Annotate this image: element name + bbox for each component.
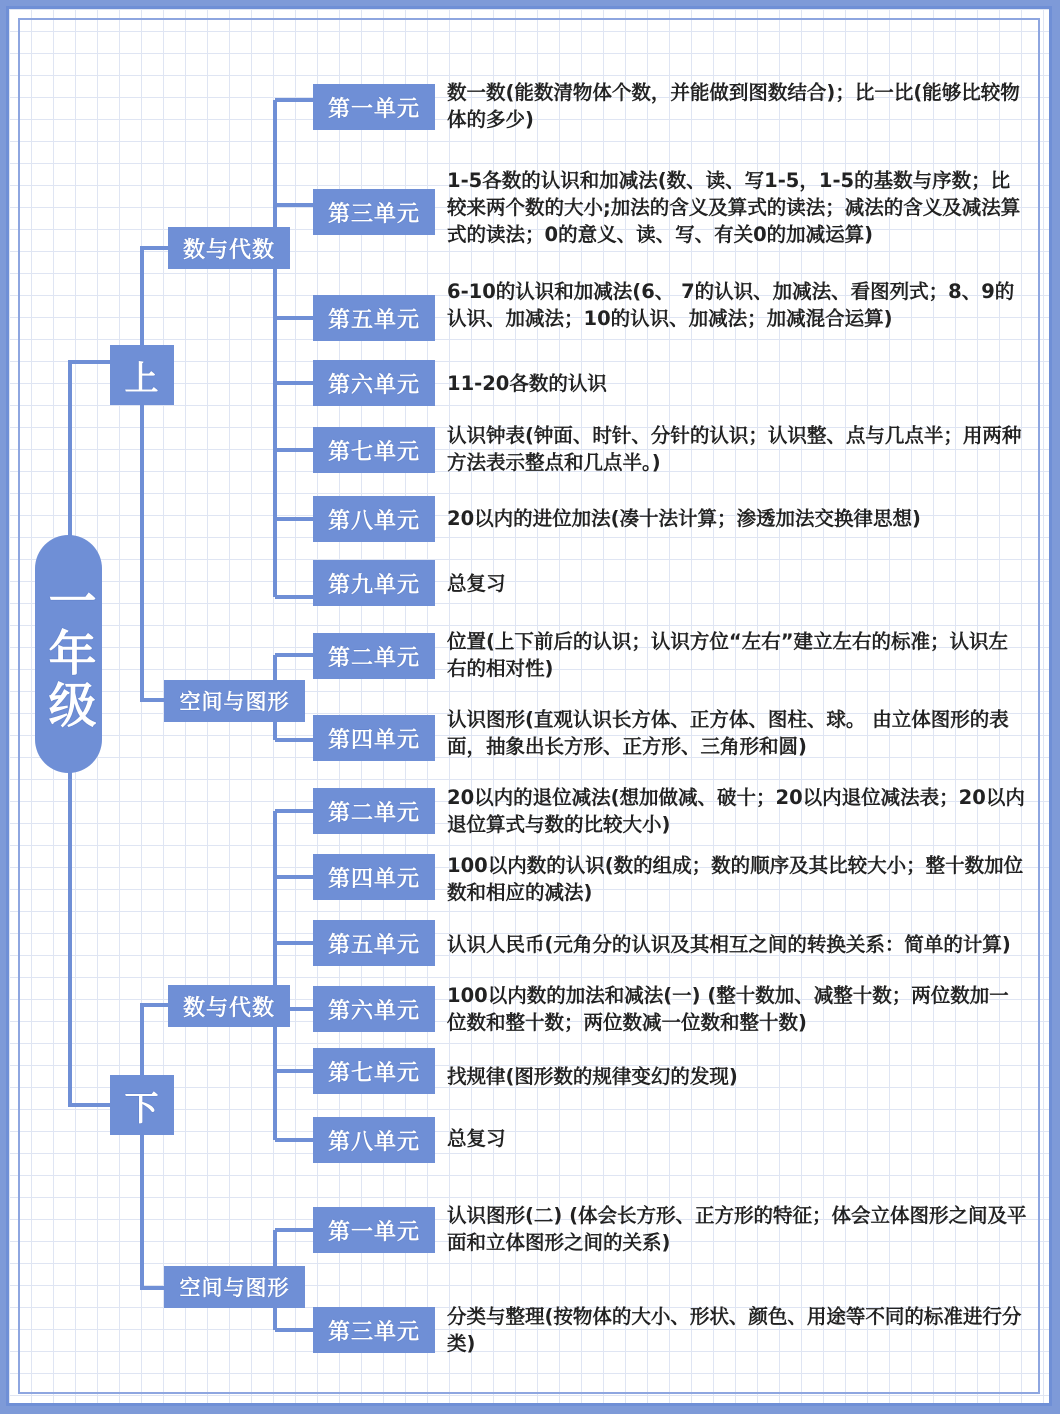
lower-semester-connector [142,1005,168,1288]
upper-semester-connector [142,248,168,700]
semester-upper-node: 上 [110,345,174,405]
unit-description: 认识图形(二) (体会长方形、正方形的特征；体会立体图形之间及平面和立体图形之间的关系) [447,1204,1027,1254]
unit-description: 认识图形(直观认识长方体、正方体、图柱、球。 由立体图形的表面，抽象出长方形、正方形、三角形和圆) [447,708,1009,758]
unit-node: 第四单元 [313,854,435,900]
unit-description: 数一数(能数清物体个数，并能做到图数结合)；比一比(能够比较物体的多少) [447,81,1020,131]
upper-number-connector [275,100,313,597]
unit-node: 第七单元 [313,1048,435,1094]
unit-description: 认识人民币(元角分的认识及其相互之间的转换关系：简单的计算) [447,932,1011,956]
category-node-space-shape-lower: 空间与图形 [164,1266,305,1308]
unit-node: 第二单元 [313,788,435,834]
unit-node: 第八单元 [313,496,435,542]
unit-description: 分类与整理(按物体的大小、形状、颜色、用途等不同的标准进行分类) [447,1305,1022,1355]
unit-description: 20以内的进位加法(凑十法计算；渗透加法交换律思想) [447,506,921,530]
unit-description: 100以内数的加法和减法(一) (整十数加、减整十数；两位数加一位数和整十数；两位数减一位数和整十数) [447,984,1009,1034]
category-node-number-algebra-lower: 数与代数 [168,985,290,1027]
unit-node: 第六单元 [313,986,435,1032]
unit-description: 总复习 [447,1126,506,1150]
unit-description: 6-10的认识和加减法(6、 7的认识、加减法、看图列式；8、9的认识、加减法；10的认识、加减法；加减混合运算) [447,280,1015,330]
unit-node: 第二单元 [313,633,435,679]
root-node-grade-one: 一年级 [35,535,102,773]
category-node-number-algebra-upper: 数与代数 [168,227,290,269]
unit-node: 第一单元 [313,1207,435,1253]
unit-node: 第五单元 [313,920,435,966]
unit-node: 第四单元 [313,715,435,761]
unit-node: 第五单元 [313,295,435,341]
semester-lower-node: 下 [110,1075,174,1135]
unit-description: 1-5各数的认识和加减法(数、读、写1-5，1-5的基数与序数；比较来两个数的大小;加法的含义及算式的读法；减法的含义及减法算式的读法；0的意义、读、写、有关0的加减运算) [447,168,1021,246]
unit-node: 第八单元 [313,1117,435,1163]
unit-node: 第三单元 [313,189,435,235]
unit-description: 20以内的退位减法(想加做减、破十；20以内退位减法表；20以内退位算式与数的比较大小) [447,786,1025,836]
unit-node: 第一单元 [313,84,435,130]
unit-node: 第三单元 [313,1307,435,1353]
unit-description: 位置(上下前后的认识；认识方位“左右”建立左右的标准；认识左右的相对性) [447,630,1009,680]
lower-number-connector [275,811,313,1140]
unit-description: 11-20各数的认识 [447,371,607,395]
unit-node: 第六单元 [313,360,435,406]
unit-description: 找规律(图形数的规律变幻的发现) [447,1064,738,1088]
unit-node: 第七单元 [313,427,435,473]
unit-node: 第九单元 [313,560,435,606]
category-node-space-shape-upper: 空间与图形 [164,680,305,722]
unit-description: 100以内数的认识(数的组成；数的顺序及其比较大小；整十数加位数和相应的减法) [447,854,1024,904]
unit-description: 认识钟表(钟面、时针、分针的认识；认识整、点与几点半；用两种方法表示整点和几点半。) [447,424,1022,474]
unit-description: 总复习 [447,571,506,595]
